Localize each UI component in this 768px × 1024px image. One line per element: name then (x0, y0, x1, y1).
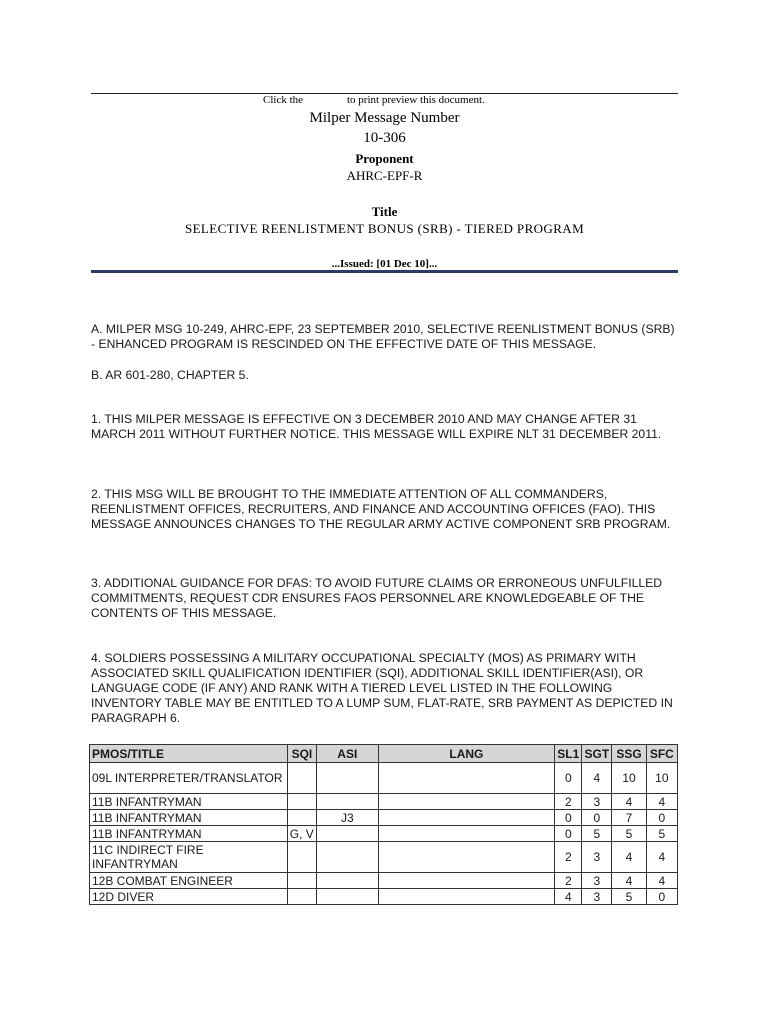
ssg-cell: 10 (612, 763, 646, 794)
sqi-cell (287, 842, 316, 873)
print-preview-click-text: Click the (263, 94, 304, 106)
column-header: ASI (317, 745, 379, 763)
column-header: SGT (582, 745, 612, 763)
lang-cell (378, 889, 555, 905)
lang-cell (378, 842, 555, 873)
sl1-cell: 0 (555, 763, 582, 794)
message-number: 10-306 (363, 130, 406, 146)
sfc-cell: 4 (646, 794, 677, 810)
ssg-cell: 4 (612, 873, 646, 889)
lang-cell (378, 794, 555, 810)
sl1-cell: 0 (555, 826, 582, 842)
sl1-cell: 2 (555, 794, 582, 810)
proponent-label: Proponent (355, 151, 414, 166)
asi-cell: J3 (317, 810, 379, 826)
paragraph-2: 2. THIS MSG WILL BE BROUGHT TO THE IMMEDIATE ATTENTION OF ALL COMMANDERS, REENLISTMENT OFFICES, RECRUITERS, AND FINANCE AND ACCOUNTING OFFICES (FAO). THIS MESSAGE ANNOUNCES CHANGES TO THE REGULAR ARMY ACTIVE COMPONENT SRB PROGRAM. (91, 487, 671, 531)
sfc-cell: 0 (646, 810, 677, 826)
srb-inventory-table (89, 744, 678, 905)
asi-cell (317, 826, 379, 842)
paragraph-b: B. AR 601-280, CHAPTER 5. (91, 368, 249, 382)
pmos-title-cell: 11B INFANTRYMAN (90, 826, 288, 842)
pmos-title-cell: 11B INFANTRYMAN (90, 810, 288, 826)
ssg-cell: 5 (612, 889, 646, 905)
ssg-cell: 7 (612, 810, 646, 826)
pmos-title-cell: 12B COMBAT ENGINEER (90, 873, 288, 889)
asi-cell (317, 794, 379, 810)
sfc-cell: 4 (646, 842, 677, 873)
table-row (90, 794, 678, 810)
paragraph-1: 1. THIS MILPER MESSAGE IS EFFECTIVE ON 3 DECEMBER 2010 AND MAY CHANGE AFTER 31 MARCH 2011 WITHOUT FURTHER NOTICE. THIS MESSAGE WILL EXPIRE NLT 31 DECEMBER 2011. (91, 412, 662, 441)
column-header: SFC (646, 745, 677, 763)
sfc-cell: 10 (646, 763, 677, 794)
lang-cell (378, 763, 555, 794)
table-row (90, 810, 678, 826)
issued-date: ...Issued: [01 Dec 10]... (331, 258, 438, 270)
column-header: SL1 (555, 745, 582, 763)
sl1-cell: 0 (555, 810, 582, 826)
sgt-cell: 5 (582, 826, 612, 842)
column-header: PMOS/TITLE (90, 745, 288, 763)
pmos-title-cell: 11B INFANTRYMAN (90, 794, 288, 810)
sl1-cell: 2 (555, 842, 582, 873)
table-row (90, 842, 678, 873)
paragraph-a: A. MILPER MSG 10-249, AHRC-EPF, 23 SEPTEMBER 2010, SELECTIVE REENLISTMENT BONUS (SRB) - ENHANCED PROGRAM IS RESCINDED ON THE EFFECTIVE DATE OF THIS MESSAGE. (91, 322, 675, 351)
pmos-title-cell: 12D DIVER (90, 889, 288, 905)
paragraph-4: 4. SOLDIERS POSSESSING A MILITARY OCCUPATIONAL SPECIALTY (MOS) AS PRIMARY WITH ASSOCIATED SKILL QUALIFICATION IDENTIFIER (SQI), ADDITIONAL SKILL IDENTIFIER(ASI), OR LANGUAGE CODE (IF ANY) AND RANK WITH A TIERED LEVEL LISTED IN THE FOLLOWING INVENTORY TABLE MAY BE ENTITLED TO A LUMP SUM, FLAT-RATE, SRB PAYMENT AS DEPICTED IN PARAGRAPH 6. (91, 651, 673, 725)
sqi-cell (287, 873, 316, 889)
asi-cell (317, 889, 379, 905)
sgt-cell: 3 (582, 889, 612, 905)
asi-cell (317, 842, 379, 873)
sqi-cell (287, 889, 316, 905)
sfc-cell: 5 (646, 826, 677, 842)
pmos-title-cell: 09L INTERPRETER/TRANSLATOR (90, 763, 288, 794)
ssg-cell: 4 (612, 794, 646, 810)
sgt-cell: 3 (582, 842, 612, 873)
pmos-title-cell: 11C INDIRECT FIRE INFANTRYMAN (90, 842, 288, 873)
sgt-cell: 0 (582, 810, 612, 826)
sgt-cell: 4 (582, 763, 612, 794)
sqi-cell (287, 810, 316, 826)
sfc-cell: 4 (646, 873, 677, 889)
table-row (90, 826, 678, 842)
sqi-cell: G, V (287, 826, 316, 842)
ssg-cell: 5 (612, 826, 646, 842)
table-row (90, 889, 678, 905)
table-row (90, 763, 678, 794)
ssg-cell: 4 (612, 842, 646, 873)
lang-cell (378, 810, 555, 826)
sqi-cell (287, 794, 316, 810)
sqi-cell (287, 763, 316, 794)
sl1-cell: 4 (555, 889, 582, 905)
asi-cell (317, 873, 379, 889)
column-header: SQI (287, 745, 316, 763)
lang-cell (378, 873, 555, 889)
table-header-row (90, 745, 678, 763)
sgt-cell: 3 (582, 794, 612, 810)
asi-cell (317, 763, 379, 794)
column-header: LANG (378, 745, 555, 763)
table-row (90, 873, 678, 889)
column-header: SSG (612, 745, 646, 763)
proponent-value: AHRC-EPF-R (346, 168, 423, 183)
sfc-cell: 0 (646, 889, 677, 905)
document-title: SELECTIVE REENLISTMENT BONUS (SRB) - TIERED PROGRAM (184, 221, 585, 236)
lang-cell (378, 826, 555, 842)
sl1-cell: 2 (555, 873, 582, 889)
message-label: Milper Message Number (309, 110, 460, 126)
paragraph-3: 3. ADDITIONAL GUIDANCE FOR DFAS: TO AVOID FUTURE CLAIMS OR ERRONEOUS UNFULFILLED COMMITMENTS, REQUEST CDR ENSURES FAOS PERSONNEL ARE KNOWLEDGEABLE OF THE CONTENTS OF THIS MESSAGE. (91, 576, 663, 620)
header-divider (91, 270, 678, 273)
title-label: Title (371, 204, 398, 219)
sgt-cell: 3 (582, 873, 612, 889)
print-preview-rest-text: to print preview this document. (347, 94, 485, 106)
